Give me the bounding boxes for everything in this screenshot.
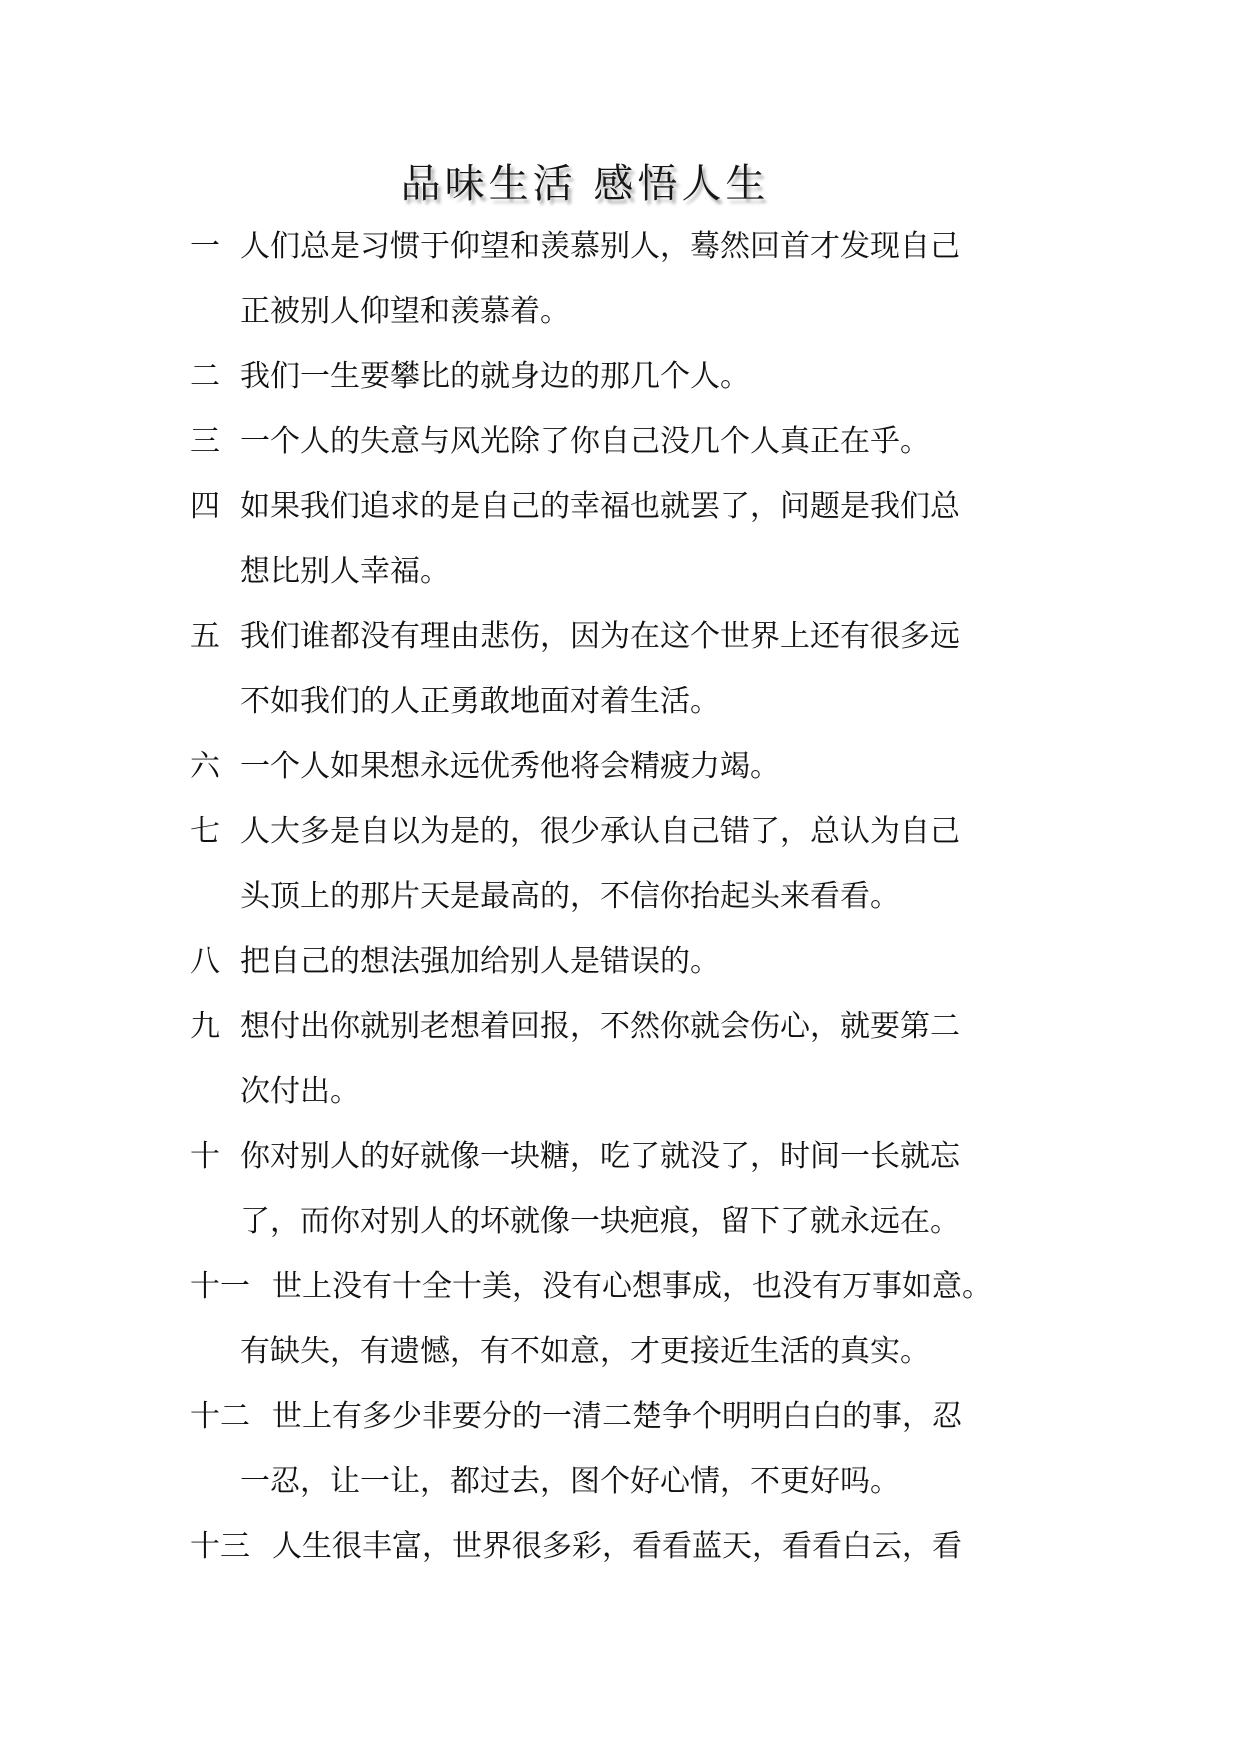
list-item-continuation [190,547,1090,612]
item-text: 一忍，让一让，都过去，图个好心情，不更好吗。 [240,1464,900,1499]
list-item-continuation [190,677,1090,742]
item-text: 一个人的失意与风光除了你自己没几个人真正在乎。 [240,424,930,459]
item-text: 世上没有十全十美，没有心想事成，也没有万事如意。 [272,1269,992,1304]
item-text: 世上有多少非要分的一清二楚争个明明白白的事，忍 [272,1399,962,1434]
item-number: 二 [190,359,220,394]
list-item [190,352,1090,417]
item-number: 八 [190,944,220,979]
list-item-continuation [190,1067,1090,1132]
item-text: 你对别人的好就像一块糖，吃了就没了，时间一长就忘 [240,1139,960,1174]
item-number: 十 [190,1139,220,1174]
item-text: 人生很丰富，世界很多彩，看看蓝天，看看白云，看 [272,1529,962,1564]
item-text: 人大多是自以为是的，很少承认自己错了，总认为自己 [240,814,960,849]
list-item [190,612,1090,677]
item-text: 有缺失，有遗憾，有不如意，才更接近生活的真实。 [240,1334,930,1369]
item-text: 不如我们的人正勇敢地面对着生活。 [240,684,720,719]
item-text: 想比别人幸福。 [240,554,450,589]
list-item [190,742,1090,807]
list-item [190,417,1090,482]
item-text: 了，而你对别人的坏就像一块疤痕，留下了就永远在。 [240,1204,960,1239]
numbered-list [190,222,1090,1587]
item-number: 十三 [190,1529,250,1564]
list-item [190,807,1090,872]
item-number: 四 [190,489,220,524]
list-item [190,1132,1090,1197]
item-number: 三 [190,424,220,459]
list-item-continuation [190,1197,1090,1262]
list-item-continuation [190,287,1090,352]
list-item-continuation [190,1327,1090,1392]
item-text: 把自己的想法强加给别人是错误的。 [240,944,720,979]
item-number: 六 [190,749,220,784]
list-item [190,222,1090,287]
item-number: 七 [190,814,220,849]
document-title: 品味生活 感悟人生 [400,161,770,207]
item-number: 十二 [190,1399,250,1434]
item-text: 正被别人仰望和羡慕着。 [240,294,570,329]
item-text: 我们谁都没有理由悲伤，因为在这个世界上还有很多远 [240,619,960,654]
list-item [190,1002,1090,1067]
list-item [190,937,1090,1002]
list-item [190,1522,1090,1587]
item-number: 一 [190,229,220,264]
item-text: 想付出你就别老想着回报，不然你就会伤心，就要第二 [240,1009,960,1044]
list-item [190,482,1090,547]
item-text: 我们一生要攀比的就身边的那几个人。 [240,359,750,394]
list-item-continuation [190,872,1090,937]
list-item-continuation [190,1457,1090,1522]
list-item [190,1262,1090,1327]
item-number: 十一 [190,1269,250,1304]
item-number: 五 [190,619,220,654]
item-text: 次付出。 [240,1074,360,1109]
item-text: 头顶上的那片天是最高的，不信你抬起头来看看。 [240,879,900,914]
item-text: 一个人如果想永远优秀他将会精疲力竭。 [240,749,780,784]
list-item [190,1392,1090,1457]
item-number: 九 [190,1009,220,1044]
item-text: 如果我们追求的是自己的幸福也就罢了，问题是我们总 [240,489,960,524]
item-text: 人们总是习惯于仰望和羡慕别人，蓦然回首才发现自己 [240,229,960,264]
